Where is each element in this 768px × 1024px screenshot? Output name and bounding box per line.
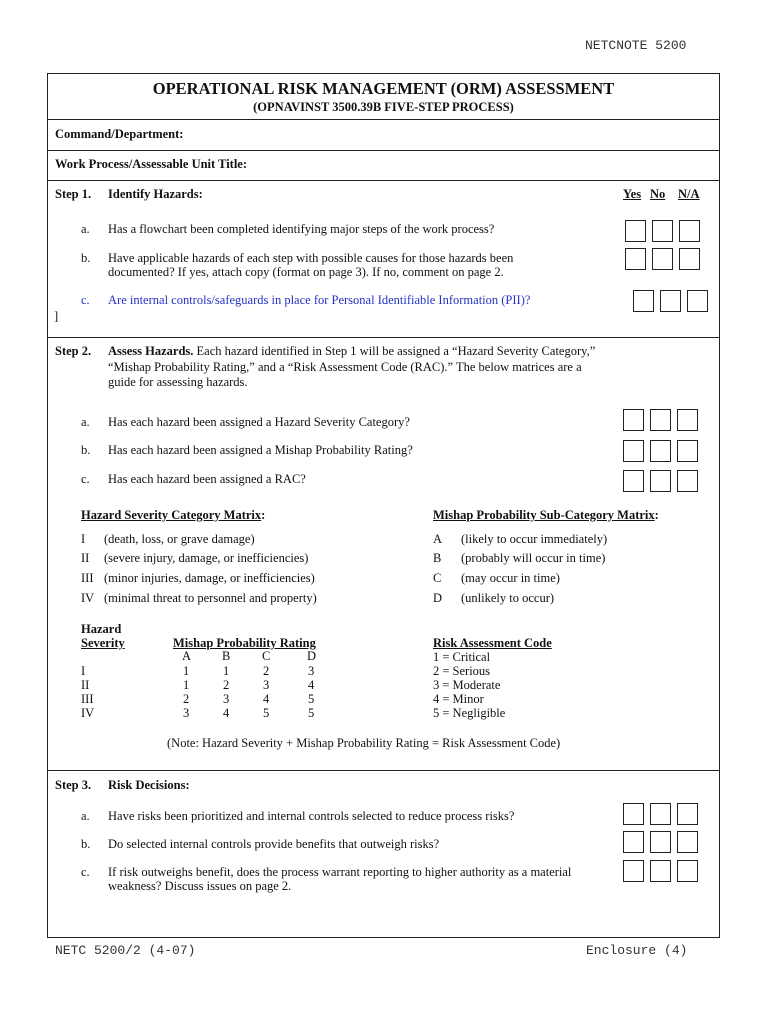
document-code: NETCNOTE 5200 (585, 38, 687, 53)
step2-number: Step 2. (55, 344, 92, 358)
form-title: OPERATIONAL RISK MANAGEMENT (ORM) ASSESSMENT (152, 79, 615, 98)
probability-desc: (may occur in time) (461, 571, 560, 585)
divider (47, 180, 720, 181)
step1-item-a-text: Has a flowchart been completed identifying major steps of the work process? (108, 222, 495, 236)
rac-cell: 1 (223, 664, 230, 678)
rac-code: 1 = Critical (433, 650, 491, 664)
probability-code: D (433, 591, 443, 605)
rac-code: 4 = Minor (433, 692, 484, 706)
rac-column-header: B (222, 649, 231, 663)
divider (47, 119, 720, 120)
step2-c-no-checkbox[interactable] (650, 470, 671, 492)
step3-item-a-letter: a. (81, 809, 90, 823)
rac-cell: 2 (223, 678, 230, 692)
step1-c-na-checkbox[interactable] (687, 290, 708, 312)
no-column-header: No (650, 187, 666, 201)
severity-code: IV (81, 591, 95, 605)
step2-item-a-letter: a. (81, 415, 90, 429)
rac-note: (Note: Hazard Severity + Mishap Probability Rating = Risk Assessment Code) (167, 736, 561, 750)
rac-code: 2 = Serious (433, 664, 491, 678)
step2-c-yes-checkbox[interactable] (623, 470, 644, 492)
step3-title: Risk Decisions: (108, 778, 190, 792)
rac-column-header: A (182, 649, 192, 663)
step3-b-na-checkbox[interactable] (677, 831, 698, 853)
step1-item-b-letter: b. (81, 251, 91, 265)
step3-item-c-text: If risk outweighs benefit, does the process warrant reporting to higher authority as a material weakness? Discuss issues on page 2. (108, 865, 572, 893)
step1-title: Identify Hazards: (108, 187, 203, 201)
rac-code-header: Risk Assessment Code (433, 636, 552, 650)
stray-bracket: ] (54, 309, 59, 323)
step1-number: Step 1. (55, 187, 92, 201)
step1-a-no-checkbox[interactable] (652, 220, 673, 242)
rac-cell: 4 (308, 678, 315, 692)
step1-item-c-text: Are internal controls/safeguards in place for Personal Identifiable Information (PII)? (108, 293, 531, 307)
probability-code: A (433, 532, 443, 546)
severity-matrix-title: Hazard Severity Category Matrix: (81, 508, 266, 522)
step2-item-b-letter: b. (81, 443, 91, 457)
step3-a-na-checkbox[interactable] (677, 803, 698, 825)
severity-desc: (death, loss, or grave damage) (104, 532, 255, 546)
rac-cell: 3 (183, 706, 190, 720)
step2-b-yes-checkbox[interactable] (623, 440, 644, 462)
step2-a-no-checkbox[interactable] (650, 409, 671, 431)
rac-cell: 3 (223, 692, 230, 706)
enclosure-label: Enclosure (4) (586, 943, 688, 958)
step2-a-yes-checkbox[interactable] (623, 409, 644, 431)
rac-cell: 1 (183, 678, 190, 692)
rac-column-header: C (262, 649, 271, 663)
rac-cell: 4 (223, 706, 230, 720)
na-column-header: N/A (678, 187, 700, 201)
yes-column-header: Yes (623, 187, 642, 201)
severity-code: II (81, 551, 90, 565)
rac-severity-header-line1: Hazard (81, 622, 122, 636)
step2-item-c-text: Has each hazard been assigned a RAC? (108, 472, 306, 486)
step3-number: Step 3. (55, 778, 92, 792)
step1-a-yes-checkbox[interactable] (625, 220, 646, 242)
step1-c-yes-checkbox[interactable] (633, 290, 654, 312)
rac-code: 5 = Negligible (433, 706, 506, 720)
step2-intro: Each hazard identified in Step 1 will be assigned a “Hazard Severity Category,” “Mishap Probability Rating,” and a “Risk Assessment Code (RAC).” The below matrices are a guide for assessing hazards. (108, 344, 596, 389)
severity-desc: (minor injuries, damage, or inefficiencies) (104, 571, 315, 585)
severity-desc: (minimal threat to personnel and property) (104, 591, 317, 605)
rac-cell: 2 (263, 664, 270, 678)
work-process-label: Work Process/Assessable Unit Title: (55, 157, 248, 171)
step2-item-c-letter: c. (81, 472, 90, 486)
step3-a-no-checkbox[interactable] (650, 803, 671, 825)
divider (47, 150, 720, 151)
step3-a-yes-checkbox[interactable] (623, 803, 644, 825)
rac-row-severity: III (81, 692, 94, 706)
step3-b-yes-checkbox[interactable] (623, 831, 644, 853)
probability-desc: (likely to occur immediately) (461, 532, 608, 546)
severity-matrix-title-text: Hazard Severity Category Matrix (81, 508, 262, 522)
severity-code: III (81, 571, 94, 585)
step2-description (108, 344, 598, 391)
rac-row-severity: II (81, 678, 90, 692)
probability-matrix-title: Mishap Probability Sub-Category Matrix: (433, 508, 659, 522)
step3-item-c-letter: c. (81, 865, 90, 879)
rac-cell: 3 (263, 678, 270, 692)
step3-c-no-checkbox[interactable] (650, 860, 671, 882)
probability-matrix-title-text: Mishap Probability Sub-Category Matrix (433, 508, 655, 522)
step1-item-a-letter: a. (81, 222, 90, 236)
rac-cell: 5 (308, 706, 315, 720)
rac-severity-header-line2: Severity (81, 636, 125, 650)
rac-row-severity: IV (81, 706, 95, 720)
step1-b-no-checkbox[interactable] (652, 248, 673, 270)
probability-desc: (unlikely to occur) (461, 591, 555, 605)
step1-b-na-checkbox[interactable] (679, 248, 700, 270)
step3-c-na-checkbox[interactable] (677, 860, 698, 882)
command-department-label: Command/Department: (55, 127, 184, 141)
rac-cell: 3 (308, 664, 315, 678)
rac-cell: 5 (263, 706, 270, 720)
step3-item-b-letter: b. (81, 837, 91, 851)
step1-item-c-letter: c. (81, 293, 90, 307)
step2-item-b-text: Has each hazard been assigned a Mishap Probability Rating? (108, 443, 413, 457)
probability-desc: (probably will occur in time) (461, 551, 606, 565)
divider (47, 337, 720, 338)
rac-cell: 5 (308, 692, 315, 706)
step2-a-na-checkbox[interactable] (677, 409, 698, 431)
step2-b-na-checkbox[interactable] (677, 440, 698, 462)
rac-code: 3 = Moderate (433, 678, 501, 692)
step2-item-a-text: Has each hazard been assigned a Hazard Severity Category? (108, 415, 410, 429)
step2-title: Assess Hazards. (108, 344, 194, 358)
step1-item-b-text: Have applicable hazards of each step with possible causes for those hazards been documented? If yes, attach copy (format on page 3). If no, comment on page 2. (108, 251, 514, 279)
probability-code: C (433, 571, 442, 585)
rac-column-header: D (307, 649, 317, 663)
rac-row-severity: I (81, 664, 86, 678)
step1-b-yes-checkbox[interactable] (625, 248, 646, 270)
step2-c-na-checkbox[interactable] (677, 470, 698, 492)
form-number: NETC 5200/2 (4-07) (55, 943, 196, 958)
step1-a-na-checkbox[interactable] (679, 220, 700, 242)
step3-c-yes-checkbox[interactable] (623, 860, 644, 882)
form-subtitle: (OPNAVINST 3500.39B FIVE-STEP PROCESS) (253, 100, 514, 114)
rac-cell: 4 (263, 692, 270, 706)
rac-probability-header: Mishap Probability Rating (173, 636, 316, 650)
step3-b-no-checkbox[interactable] (650, 831, 671, 853)
rac-cell: 2 (183, 692, 190, 706)
severity-desc: (severe injury, damage, or inefficiencies) (104, 551, 309, 565)
divider (47, 770, 720, 771)
probability-code: B (433, 551, 442, 565)
step1-c-no-checkbox[interactable] (660, 290, 681, 312)
step2-b-no-checkbox[interactable] (650, 440, 671, 462)
step3-item-b-text: Do selected internal controls provide benefits that outweigh risks? (108, 837, 440, 851)
severity-code: I (81, 532, 86, 546)
rac-cell: 1 (183, 664, 190, 678)
step3-item-a-text: Have risks been prioritized and internal controls selected to reduce process risks? (108, 809, 515, 823)
